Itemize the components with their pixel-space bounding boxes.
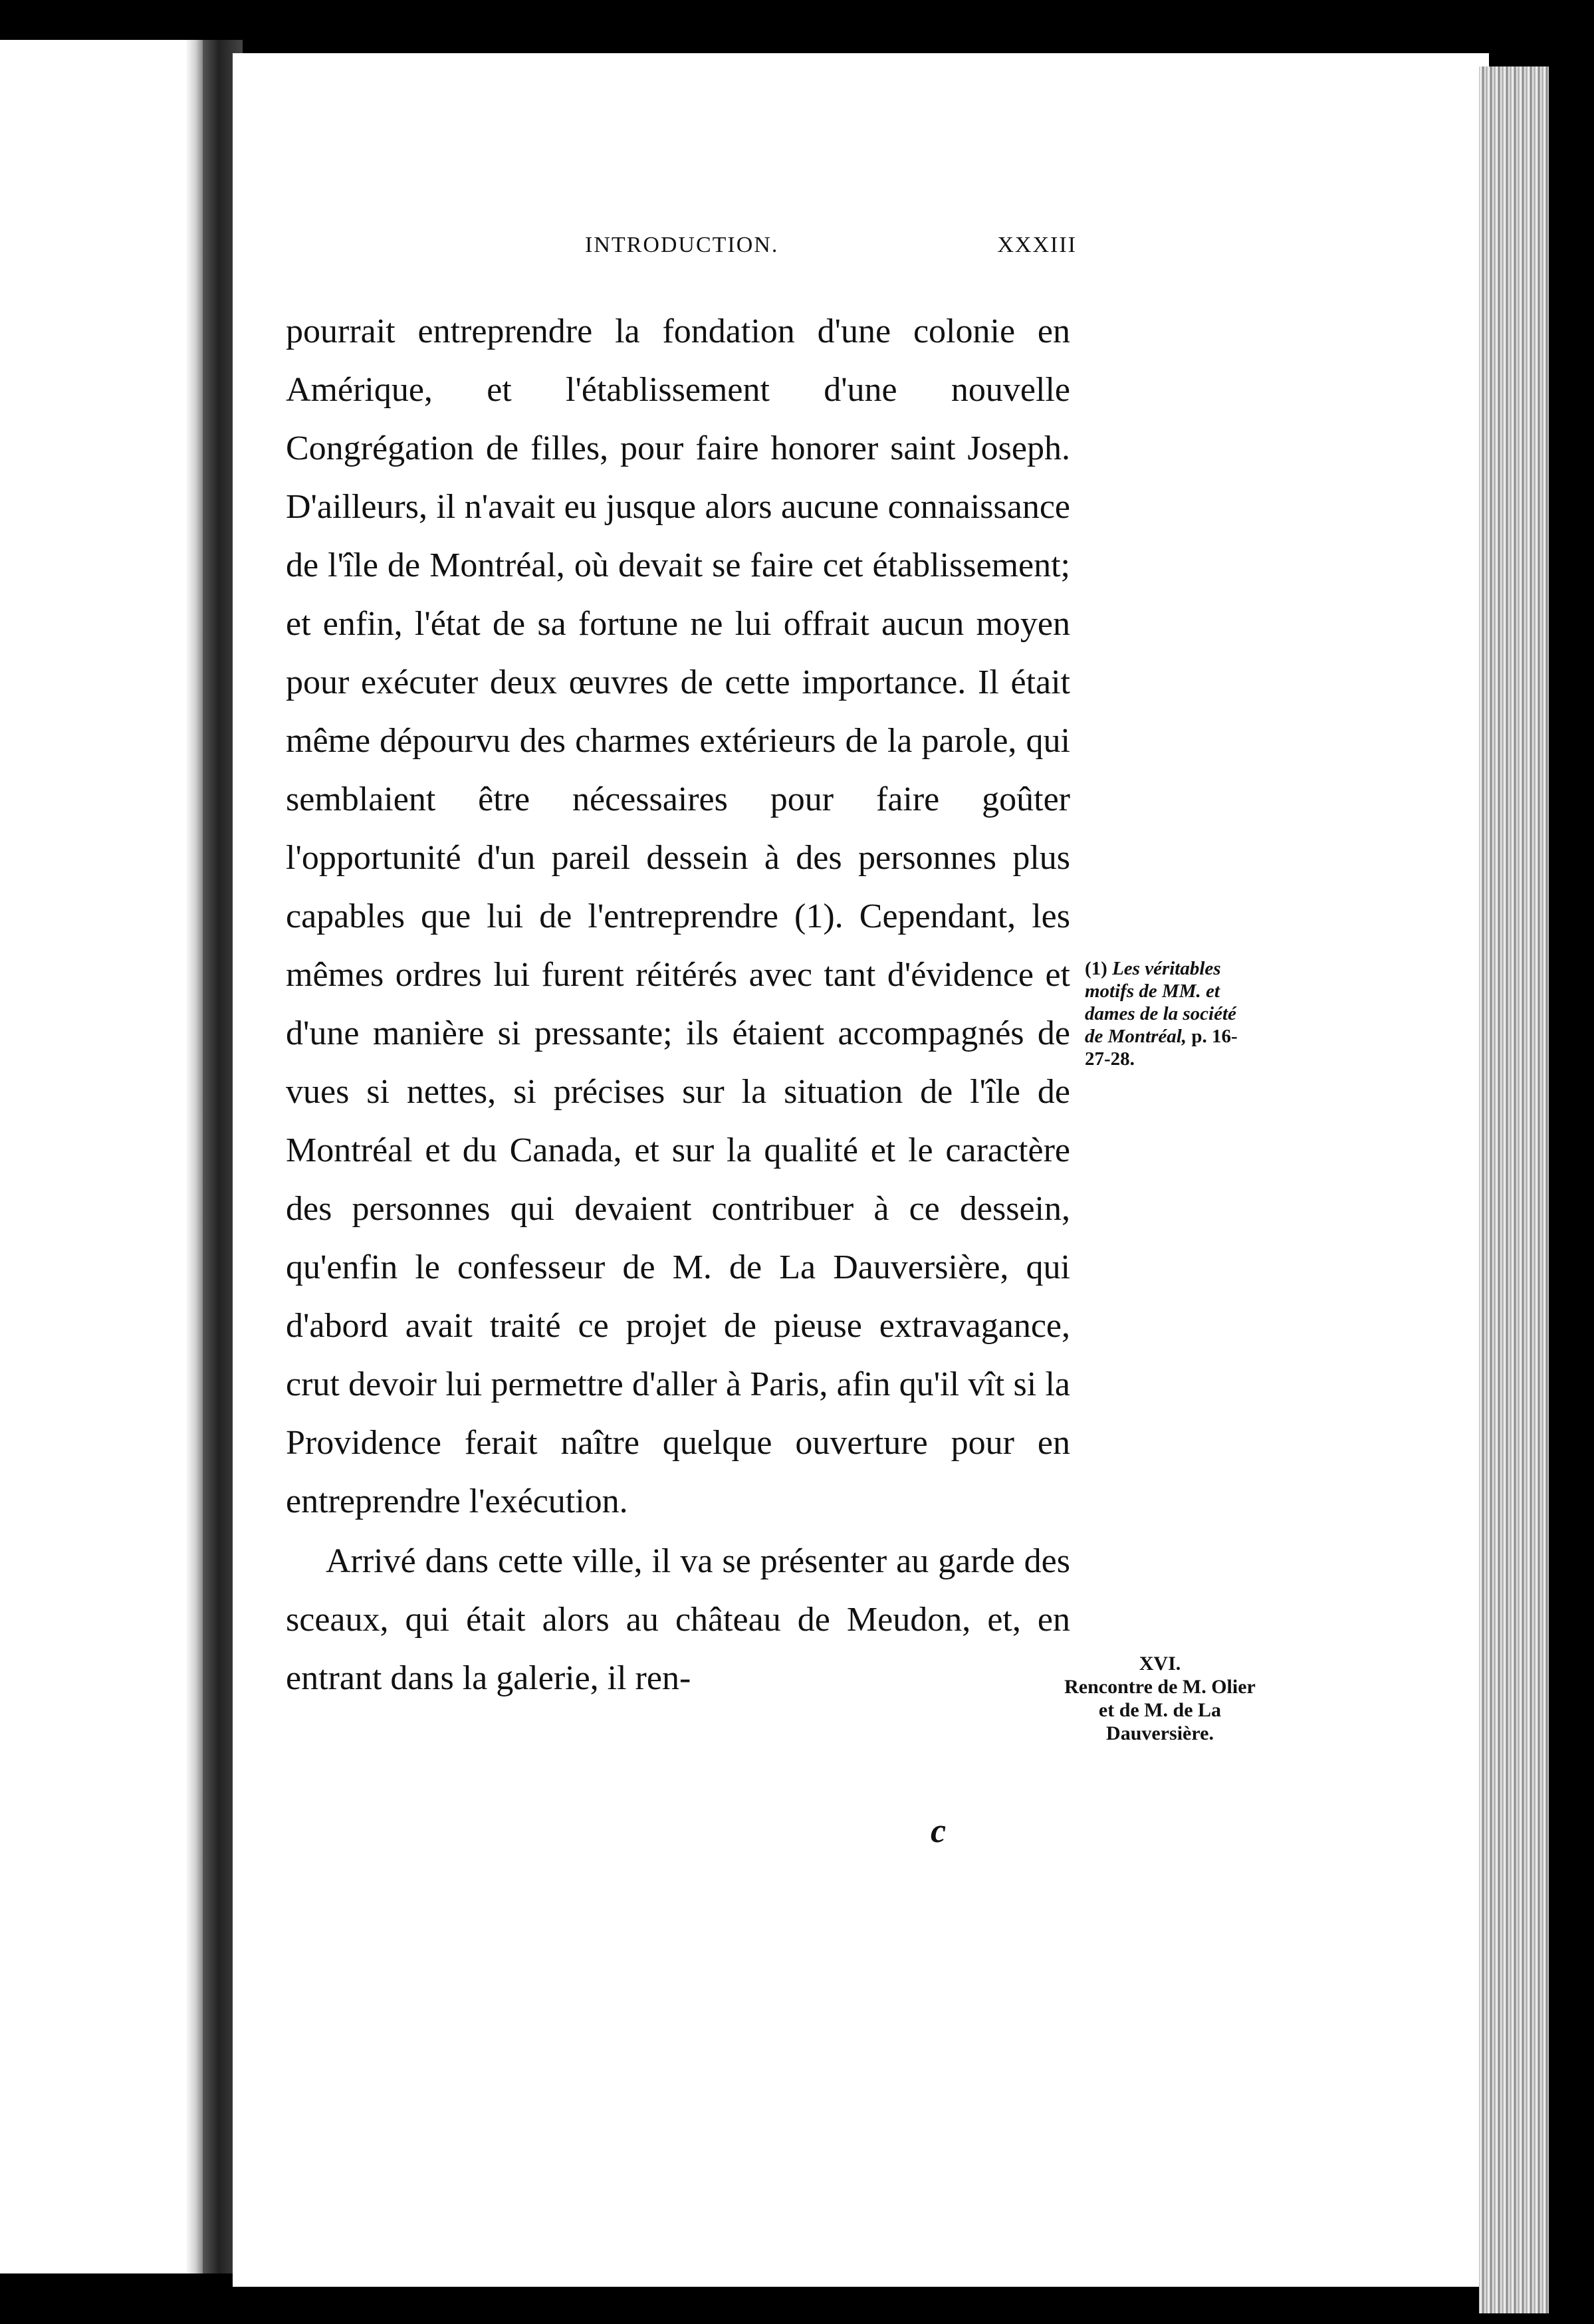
left-page-fragment <box>0 40 203 2273</box>
signature-mark: c <box>931 1812 947 1850</box>
running-header <box>585 233 1077 273</box>
page-block-edge <box>1479 66 1549 2313</box>
page-number: XXXIII <box>997 233 1077 257</box>
paragraph: pourrait entreprendre la fondation d'une colonie en Amérique, et l'établissement d'une nouvelle Congrégation de filles, pour faire honorer saint Joseph. D'ailleurs, il n'avait eu jusque alors aucune connaissance de l'île de Montréal, où devait se faire cet établissement; et enfin, l'état de sa fortune ne lui offrait aucun moyen pour exécuter deux œuvres de cette importance. Il était même dépourvu des charmes extérieurs de la parole, qui semblaient être nécessaires pour faire goûter l'opportunité d'un pareil dessein à des personnes plus capables que lui de l'entreprendre (1). Cependant, les mêmes ordres lui furent réitérés avec tant d'évidence et d'une manière si pressante; ils étaient accompagnés de vues si nettes, si précises sur la situation de l'île de Montréal et du Canada, et sur la qualité et le caractère des personnes qui devaient contribuer à ce dessein, qu'enfin le confesseur de M. de La Dauversière, qui d'abord avait traité ce projet de pieuse extravagance, crut devoir lui permettre d'aller à Paris, afin qu'il vît si la Providence ferait naître quelque ouverture pour en entreprendre l'exécution. <box>286 312 1070 1520</box>
marginal-note-numeral: XVI. <box>1139 1653 1181 1675</box>
marginal-note-text: Rencontre de M. Olier et de M. de La Dauversière. <box>1064 1676 1256 1744</box>
main-text <box>286 302 1070 1708</box>
marginal-note <box>1064 1652 1256 1745</box>
footnote <box>1085 957 1251 1070</box>
footnote-title: Les véritables motifs de MM. et dames de la société de Montréal, <box>1085 958 1236 1047</box>
scan-border <box>0 0 1594 40</box>
footnote-marker: (1) <box>1085 958 1107 979</box>
footnote-reference: p. 16-27-28. <box>1085 1026 1238 1070</box>
left-page-edge <box>185 40 203 2273</box>
paragraph: Arrivé dans cette ville, il va se présenter au garde des sceaux, qui était alors au château de Meudon, et, en entrant dans la galerie, il ren- <box>286 1542 1070 1697</box>
running-title: INTRODUCTION. <box>585 233 779 257</box>
